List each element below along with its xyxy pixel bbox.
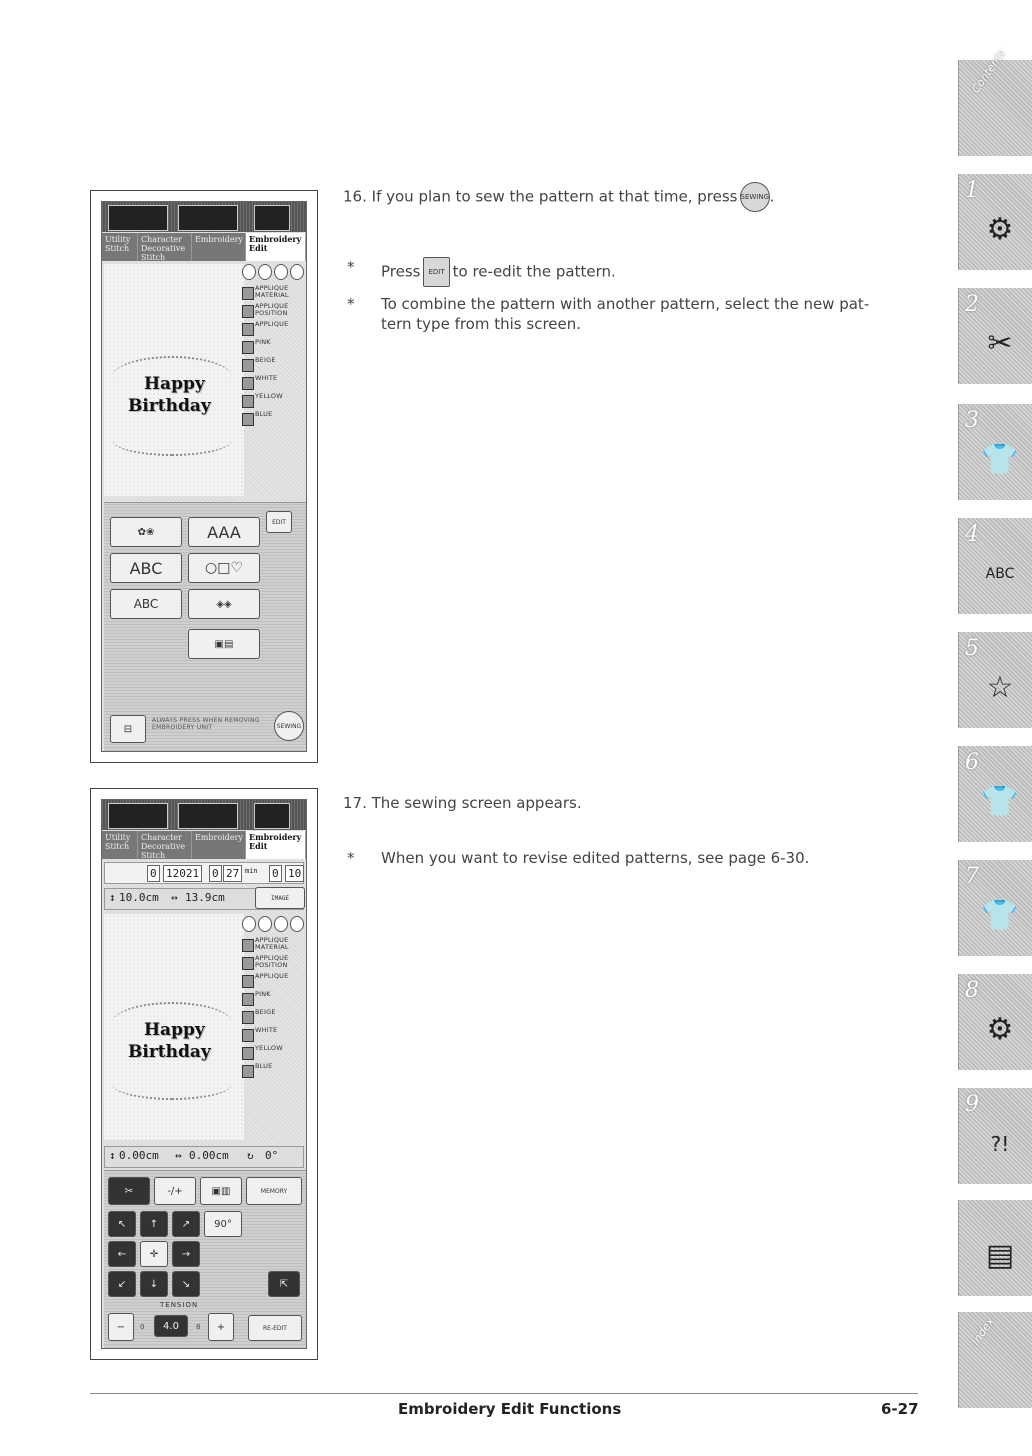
spool-icon — [242, 287, 254, 300]
arrow-up-right-button[interactable]: ↗ — [172, 1211, 200, 1237]
pattern-preview — [104, 264, 244, 496]
color-total: 10 — [285, 865, 304, 882]
tab-character-decorative[interactable]: Character Decorative Stitch — [138, 233, 192, 261]
tab-utility-stitch[interactable]: Utility Stitch — [102, 831, 138, 859]
art-text-birthday: Birthday — [128, 396, 211, 416]
tension-label: TENSION — [160, 1301, 199, 1309]
color-name: BEIGE — [255, 356, 276, 364]
frame-shapes-button[interactable]: ○□♡ — [188, 553, 260, 583]
color-name: BEIGE — [255, 1008, 276, 1016]
alphabet-button[interactable]: ABC — [110, 553, 182, 583]
color-name: PINK — [255, 338, 271, 346]
settings-button[interactable] — [254, 205, 290, 231]
position-vertical: 0.00cm — [119, 1149, 159, 1162]
side-tab-number: 8 — [965, 978, 979, 1003]
thread-icon[interactable] — [274, 916, 288, 932]
step-number: 17. — [343, 794, 367, 812]
spool-icon — [242, 395, 254, 408]
embroidery-unit-button[interactable]: ⊟ — [110, 715, 146, 743]
footer-title: Embroidery Edit Functions — [398, 1400, 622, 1418]
trial-button[interactable]: ⇱ — [268, 1271, 300, 1297]
rotate-icon: ↻ — [247, 1149, 254, 1162]
machine-mode-button[interactable] — [108, 205, 168, 231]
frame-view-button[interactable]: ▣▥ — [200, 1177, 242, 1205]
position-strip — [104, 1146, 304, 1168]
side-tab-7[interactable] — [958, 860, 1032, 956]
spool-icon — [242, 413, 254, 426]
spool-icon — [242, 323, 254, 336]
arrow-left-button[interactable]: ← — [108, 1241, 136, 1267]
horizontal-arrow-icon: ↔ — [175, 1149, 182, 1162]
spool-icon — [242, 377, 254, 390]
screen-figure-2 — [90, 788, 318, 1360]
machine-mode-button[interactable] — [108, 803, 168, 829]
note-text: When you want to revise edited patterns, see page 6-30. — [381, 849, 810, 867]
help-button[interactable] — [178, 803, 238, 829]
arrow-right-button[interactable]: → — [172, 1241, 200, 1267]
needle-step-button[interactable]: -/+ — [154, 1177, 196, 1205]
tension-plus-button[interactable]: + — [208, 1313, 234, 1341]
side-tab-number: 4 — [965, 522, 979, 547]
color-item — [242, 954, 307, 972]
step-text: If you plan to sew the pattern at that time, press — [371, 187, 738, 206]
stitch-info-strip — [104, 862, 304, 884]
color-name: APPLIQUE POSITION — [255, 302, 289, 317]
edit-key-inline: EDIT — [423, 257, 449, 287]
arrow-up-button[interactable]: ↑ — [140, 1211, 168, 1237]
rotate-90-button[interactable]: 90° — [204, 1211, 242, 1237]
color-item — [242, 356, 307, 374]
color-name: BLUE — [255, 1062, 273, 1070]
color-item — [242, 302, 307, 320]
tension-max: 8 — [196, 1323, 201, 1331]
step-number: 16. — [343, 187, 367, 206]
border-abc-button[interactable]: ABC — [110, 589, 182, 619]
stitch-total: 12021 — [163, 865, 202, 882]
spool-icon — [242, 939, 254, 952]
note-line: To combine the pattern with another pattern, select the new pat- — [381, 295, 870, 313]
category-tabs — [102, 233, 306, 261]
sewing-controls-panel — [104, 1170, 306, 1349]
time-current: 0 — [209, 865, 222, 882]
spool-icon — [242, 1047, 254, 1060]
thread-scissors-icon: ✂ — [987, 326, 1013, 361]
spool-icon — [242, 1011, 254, 1024]
time-unit: min — [245, 867, 258, 875]
color-name: YELLOW — [255, 392, 283, 400]
color-item — [242, 1044, 307, 1062]
vine-decoration — [112, 424, 232, 456]
note-bullet: * — [347, 295, 355, 313]
tab-embroidery[interactable]: Embroidery — [192, 831, 246, 859]
color-item — [242, 1008, 307, 1026]
one-point-pattern-button[interactable]: ✿❀ — [110, 517, 182, 547]
re-edit-button[interactable]: RE-EDIT — [248, 1315, 302, 1341]
document-icon: ▤ — [985, 1238, 1015, 1273]
pattern-preview — [104, 914, 244, 1140]
side-tab-number: 1 — [965, 178, 979, 203]
side-tab-5[interactable] — [958, 632, 1032, 728]
art-text-birthday: Birthday — [128, 1042, 211, 1062]
side-tab-3[interactable] — [958, 404, 1032, 500]
thread-icon[interactable] — [242, 264, 256, 280]
tab-embroidery-edit[interactable]: Embroidery Edit — [246, 233, 306, 261]
side-tab-2[interactable] — [958, 288, 1032, 384]
memory-card-button[interactable]: ▣▤ — [188, 629, 260, 659]
color-name: APPLIQUE MATERIAL — [255, 284, 289, 299]
note-line: tern type from this screen. — [381, 315, 582, 333]
spool-icon — [242, 957, 254, 970]
art-text-happy: Happy — [144, 374, 205, 394]
shirt-icon: 👕 — [981, 898, 1019, 933]
color-name: WHITE — [255, 374, 278, 382]
side-tab-number: 5 — [965, 636, 979, 661]
color-name: APPLIQUE — [255, 320, 289, 328]
shirt-icon: 👕 — [981, 442, 1019, 477]
width-arrow-icon: ↔ — [171, 891, 178, 904]
center-button[interactable]: ✛ — [140, 1241, 168, 1267]
spool-icon — [242, 975, 254, 988]
help-button[interactable] — [178, 205, 238, 231]
color-current: 0 — [269, 865, 282, 882]
pattern-height: 10.0cm — [119, 891, 159, 904]
note-bullet: * — [347, 258, 355, 276]
removal-notice: ALWAYS PRESS WHEN REMOVING EMBROIDERY UNIT — [152, 717, 260, 731]
side-tab-number: 2 — [965, 292, 979, 317]
side-tab-contents[interactable] — [958, 47, 1032, 156]
memory-button[interactable]: MEMORY — [246, 1177, 302, 1205]
height-arrow-icon: ↕ — [109, 891, 116, 904]
sewing-machine-icon: ⚙ — [986, 212, 1014, 247]
spool-icon — [242, 1065, 254, 1078]
tension-value: 4.0 — [154, 1315, 188, 1337]
color-name: APPLIQUE — [255, 972, 289, 980]
vine-decoration — [112, 1068, 232, 1100]
spool-icon — [242, 1029, 254, 1042]
scissors-button[interactable]: ✂ — [108, 1177, 150, 1205]
note-combine — [347, 294, 921, 334]
color-tools — [242, 916, 307, 932]
tab-character-decorative[interactable]: Character Decorative Stitch — [138, 831, 192, 859]
arrow-down-right-button[interactable]: ↘ — [172, 1271, 200, 1297]
side-tab-4[interactable] — [958, 518, 1032, 614]
stitch-current: 0 — [147, 865, 160, 882]
note-edit — [347, 257, 616, 287]
color-item — [242, 990, 307, 1008]
screen-figure-1 — [90, 190, 318, 763]
color-item — [242, 410, 307, 428]
color-name: WHITE — [255, 1026, 278, 1034]
vertical-arrow-icon: ↕ — [109, 1149, 116, 1162]
arrow-down-button[interactable]: ↓ — [140, 1271, 168, 1297]
color-item — [242, 972, 307, 990]
shirt-icon: 👕 — [981, 784, 1019, 819]
position-horizontal: 0.00cm — [189, 1149, 229, 1162]
side-tab-index[interactable] — [958, 1312, 1032, 1408]
color-name: PINK — [255, 990, 271, 998]
footer-rule — [90, 1393, 918, 1394]
size-info-strip — [104, 888, 304, 910]
tab-utility-stitch[interactable]: Utility Stitch — [102, 233, 138, 261]
color-item — [242, 338, 307, 356]
note-text: Press — [381, 262, 421, 281]
side-tab-number: 7 — [965, 864, 979, 889]
lcd-screen-2 — [101, 799, 307, 1349]
arrow-down-left-button[interactable]: ↙ — [108, 1271, 136, 1297]
side-tab-6[interactable] — [958, 746, 1032, 842]
color-item — [242, 1062, 307, 1080]
color-name: YELLOW — [255, 1044, 283, 1052]
side-tab-8[interactable] — [958, 974, 1032, 1070]
thread-icon[interactable] — [258, 264, 272, 280]
maintenance-icon: ⚙ — [986, 1012, 1014, 1047]
step-17 — [343, 793, 582, 813]
color-tools — [242, 264, 307, 280]
color-item — [242, 374, 307, 392]
pattern-type-panel — [104, 502, 306, 751]
thread-icon[interactable] — [290, 916, 304, 932]
side-tab-label: Contents — [969, 47, 1009, 96]
thread-color-list — [242, 916, 307, 1080]
spool-icon — [242, 341, 254, 354]
troubleshooting-icon: ?! — [990, 1132, 1010, 1156]
thread-icon[interactable] — [242, 916, 256, 932]
abc-shirt-icon: ABC — [985, 566, 1015, 582]
page-number: 6-27 — [881, 1400, 919, 1418]
color-name: APPLIQUE POSITION — [255, 954, 289, 969]
tab-embroidery-edit[interactable]: Embroidery Edit — [246, 831, 306, 859]
side-tab-appendix[interactable] — [958, 1200, 1032, 1296]
color-name: APPLIQUE MATERIAL — [255, 936, 289, 951]
rotation-angle: 0° — [265, 1149, 279, 1162]
thread-icon[interactable] — [258, 916, 272, 932]
time-total: 27 — [223, 865, 242, 882]
sewing-button[interactable]: SEWING — [274, 711, 304, 741]
color-name: BLUE — [255, 410, 273, 418]
image-button[interactable]: IMAGE — [255, 887, 305, 909]
step-16 — [343, 182, 774, 212]
thread-color-list — [242, 264, 307, 428]
pattern-width: 13.9cm — [185, 891, 225, 904]
category-tabs — [102, 831, 306, 859]
mode-bar — [102, 202, 306, 232]
step-text-end: . — [769, 187, 775, 206]
color-item — [242, 1026, 307, 1044]
side-tab-1[interactable] — [958, 174, 1032, 270]
lcd-screen-1 — [101, 201, 307, 752]
step-text: The sewing screen appears. — [371, 794, 582, 812]
tension-minus-button[interactable]: − — [108, 1313, 134, 1341]
color-item — [242, 284, 307, 302]
color-item — [242, 392, 307, 410]
settings-button[interactable] — [254, 803, 290, 829]
tab-embroidery[interactable]: Embroidery — [192, 233, 246, 261]
arrow-up-left-button[interactable]: ↖ — [108, 1211, 136, 1237]
edit-button[interactable]: EDIT — [266, 511, 292, 533]
color-item — [242, 936, 307, 954]
note-text-end: to re-edit the pattern. — [452, 262, 616, 281]
color-item — [242, 320, 307, 338]
tension-min: 0 — [140, 1323, 145, 1331]
thread-icon[interactable] — [290, 264, 304, 280]
note-revise — [347, 848, 810, 868]
side-tab-number: 6 — [965, 750, 979, 775]
quilt-pattern-button[interactable]: ◈◈ — [188, 589, 260, 619]
thread-icon[interactable] — [274, 264, 288, 280]
side-tab-number: 3 — [965, 408, 979, 433]
side-tab-number: 9 — [965, 1092, 979, 1117]
sewing-key-inline: SEWING — [740, 182, 770, 212]
embroidery-frame-icon: ☆ — [986, 670, 1014, 705]
note-bullet: * — [347, 849, 355, 867]
spool-icon — [242, 305, 254, 318]
side-tab-label: Index — [969, 1315, 998, 1348]
side-tab-9[interactable] — [958, 1088, 1032, 1184]
mode-bar — [102, 800, 306, 830]
spool-icon — [242, 993, 254, 1006]
character-pattern-button[interactable]: AAA — [188, 517, 260, 547]
art-text-happy: Happy — [144, 1020, 205, 1040]
spool-icon — [242, 359, 254, 372]
